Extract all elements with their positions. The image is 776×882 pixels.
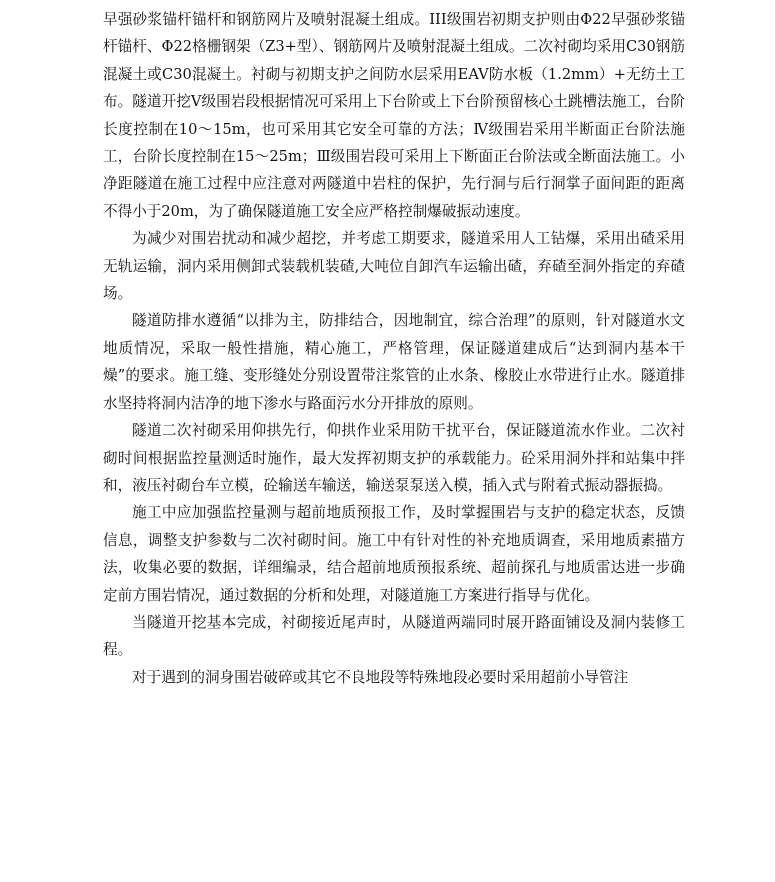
paragraph-secondary-lining: 隧道二次衬砌采用仰拱先行，仰拱作业采用防干扰平台，保证隧道流水作业。二次衬砌时间根据监控量测适时施作，最大发挥初期支护的承载能力。砼采用洞外拌和站集中拌和，液压衬砌台车立模，砼输送车输送，输送泵泵送入模，插入式与附着式振动器振捣。 <box>103 422 685 494</box>
paragraph-special-sections: 对于遇到的洞身围岩破碎或其它不良地段等特殊地段必要时采用超前小导管注 <box>132 668 629 686</box>
paragraph-lining-support: 早强砂浆锚杆锚杆和钢筋网片及喷射混凝土组成。III级围岩初期支护则由Φ22早强砂浆锚杆锚杆、Φ22格栅钢架（Z3+型）、钢筋网片及喷射混凝土组成。二次衬砌均采用C30钢筋混凝土或C30混凝土。衬砌与初期支护之间防水层采用EAV防水板（1.2mm）+无纺土工布。隧道开挖Ⅴ级围岩段根据情况可采用上下台阶或上下台阶预留核心土跳槽法施工，台阶长度控制在10～15m，也可采用其它安全可靠的方法；Ⅳ级围岩采用半断面正台阶法施工，台阶长度控制在15～25m；Ⅲ级围岩段可采用上下断面正台阶法或全断面法施工。小净距隧道在施工过程中应注意对两隧道中岩柱的保护，先行洞与后行洞掌子面间距的距离不得小于20m，为了确保隧道施工安全应严格控制爆破振动速度。 <box>103 11 685 220</box>
paragraph-pavement-decoration: 当隧道开挖基本完成，衬砌接近尾声时，从隧道两端同时展开路面铺设及洞内装修工程。 <box>103 613 685 659</box>
paragraph-waterproofing-drainage: 隧道防排水遵循“以排为主，防排结合，因地制宜，综合治理”的原则，针对隧道水文地质情况，采取一般性措施，精心施工，严格管理，保证隧道建成后“达到洞内基本干燥”的要求。施工缝、变形缝处分别设置带注浆管的止水条、橡胶止水带进行止水。隧道排水坚持将洞内洁净的地下渗水与路面污水分开排放的原则。 <box>103 312 685 412</box>
paragraph-blasting-muck: 为减少对围岩扰动和减少超挖，并考虑工期要求，隧道采用人工钻爆，采用出碴采用无轨运输，洞内采用侧卸式装载机装碴,大吨位自卸汽车运输出碴，弃碴至洞外指定的弃碴场。 <box>103 230 685 303</box>
document-body <box>103 6 685 691</box>
paragraph-monitoring-prediction: 施工中应加强监控量测与超前地质预报工作，及时掌握围岩与支护的稳定状态，反馈信息，调整支护参数与二次衬砌时间。施工中有针对性的补充地质调查，采用地质素描方法，收集必要的数据，详细编录，结合超前地质预报系统、超前探孔与地质雷达进一步确定前方围岩情况，通过数据的分析和处理，对隧道施工方案进行指导与优化。 <box>103 504 685 604</box>
